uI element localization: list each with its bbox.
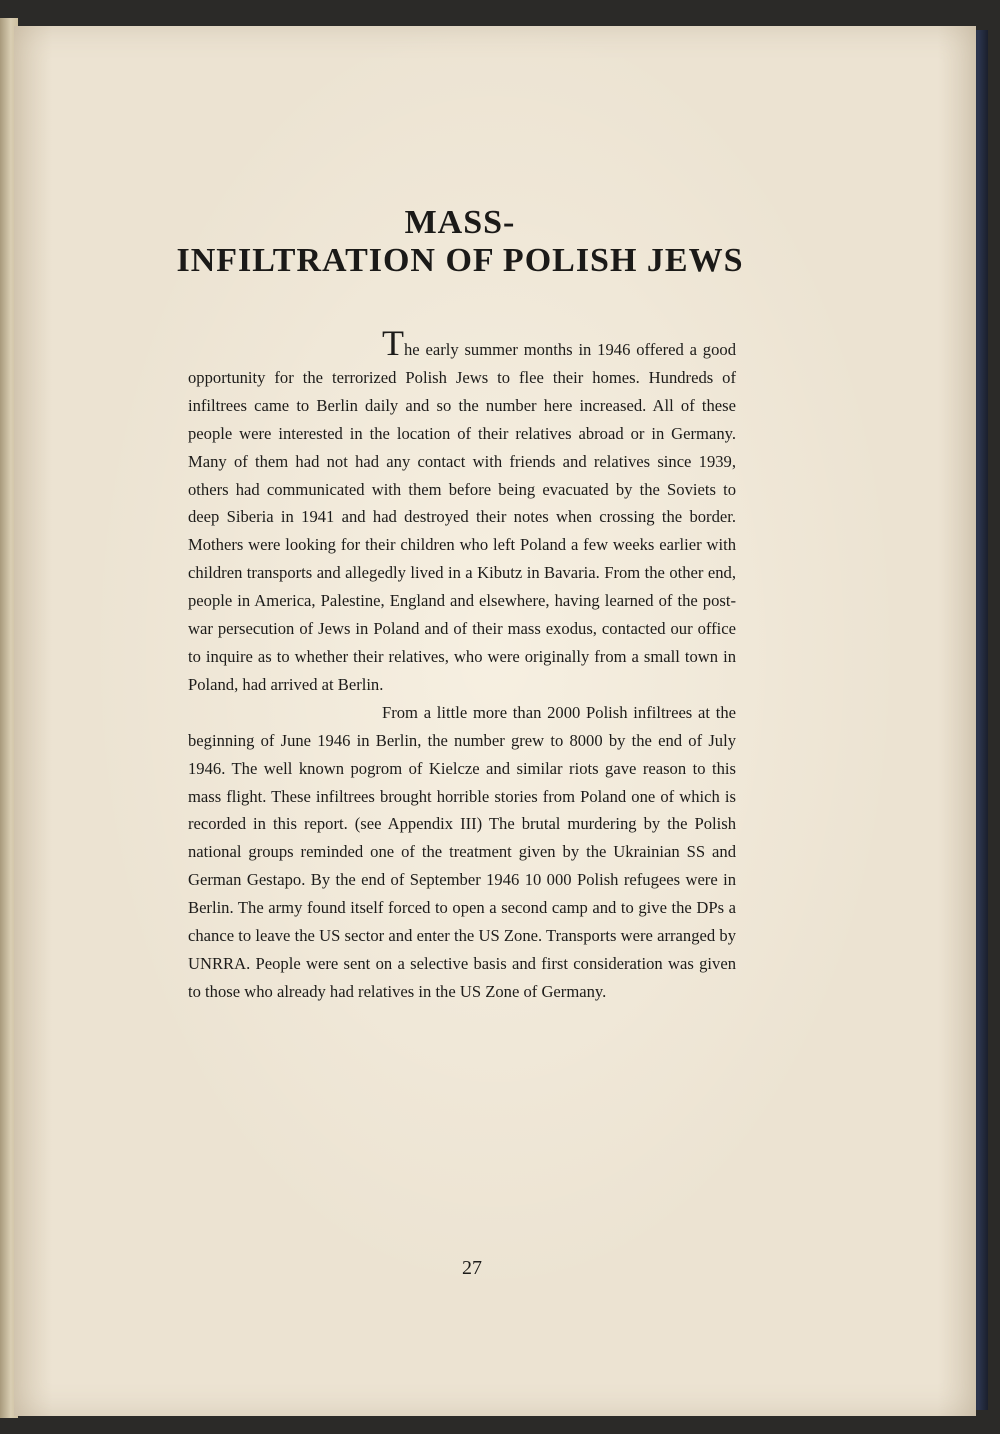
paragraph-2: From a little more than 2000 Polish infiltrees at the beginning of June 1946 in Berlin, the number grew to 8000 by the end of July 1946. The well known pogrom of Kielcze and similar riots gave reason to this mass flight. These infiltrees brought horrible stories from Poland one of which is recorded in this report. (see Appendix III) The brutal murdering by the Polish national groups reminded one of the treatment given by the Ukrainian SS and German Gestapo. By the end of September 1946 10 000 Polish refugees were in Berlin. The army found itself forced to open a second camp and to give the DPs a chance to leave the US sector and enter the US Zone. Transports were arranged by UNRRA. People were sent on a selective basis and first consideration was given to those who already had relatives in the US Zone of Germany. [188, 702, 736, 1001]
article-body [188, 323, 736, 1006]
drop-cap: T [382, 323, 404, 363]
article-title [164, 204, 756, 280]
page-sheet [14, 26, 976, 1416]
paragraph-1-text: he early summer months in 1946 offered a good opportunity for the terrorized Polish Jews to flee their homes. Hundreds of infiltrees came to Berlin daily and so the number here increased. All of these people were interested in the location of their relatives abroad or in Germany. Many of them had not had any contact with friends and relatives since 1939, others had communicated with them before being evacuated by the Soviets to deep Siberia in 1941 and had destroyed their notes when crossing the border. Mothers were looking for their children who left Poland a few weeks earlier with children transports and allegedly lived in a Kibutz in Bavaria. From the other end, people in America, Palestine, England and elsewhere, having learned of the post-war persecution of Jews in Poland and of their mass exodus, contacted our office to inquire as to whether their relatives, who were originally from a small town in Poland, had arrived at Berlin. [188, 340, 736, 694]
paragraph-1 [188, 323, 736, 699]
page-number: 27 [462, 1257, 482, 1279]
title-line-1: MASS- [404, 204, 516, 241]
title-line-2: INFILTRATION OF POLISH JEWS [176, 242, 744, 279]
